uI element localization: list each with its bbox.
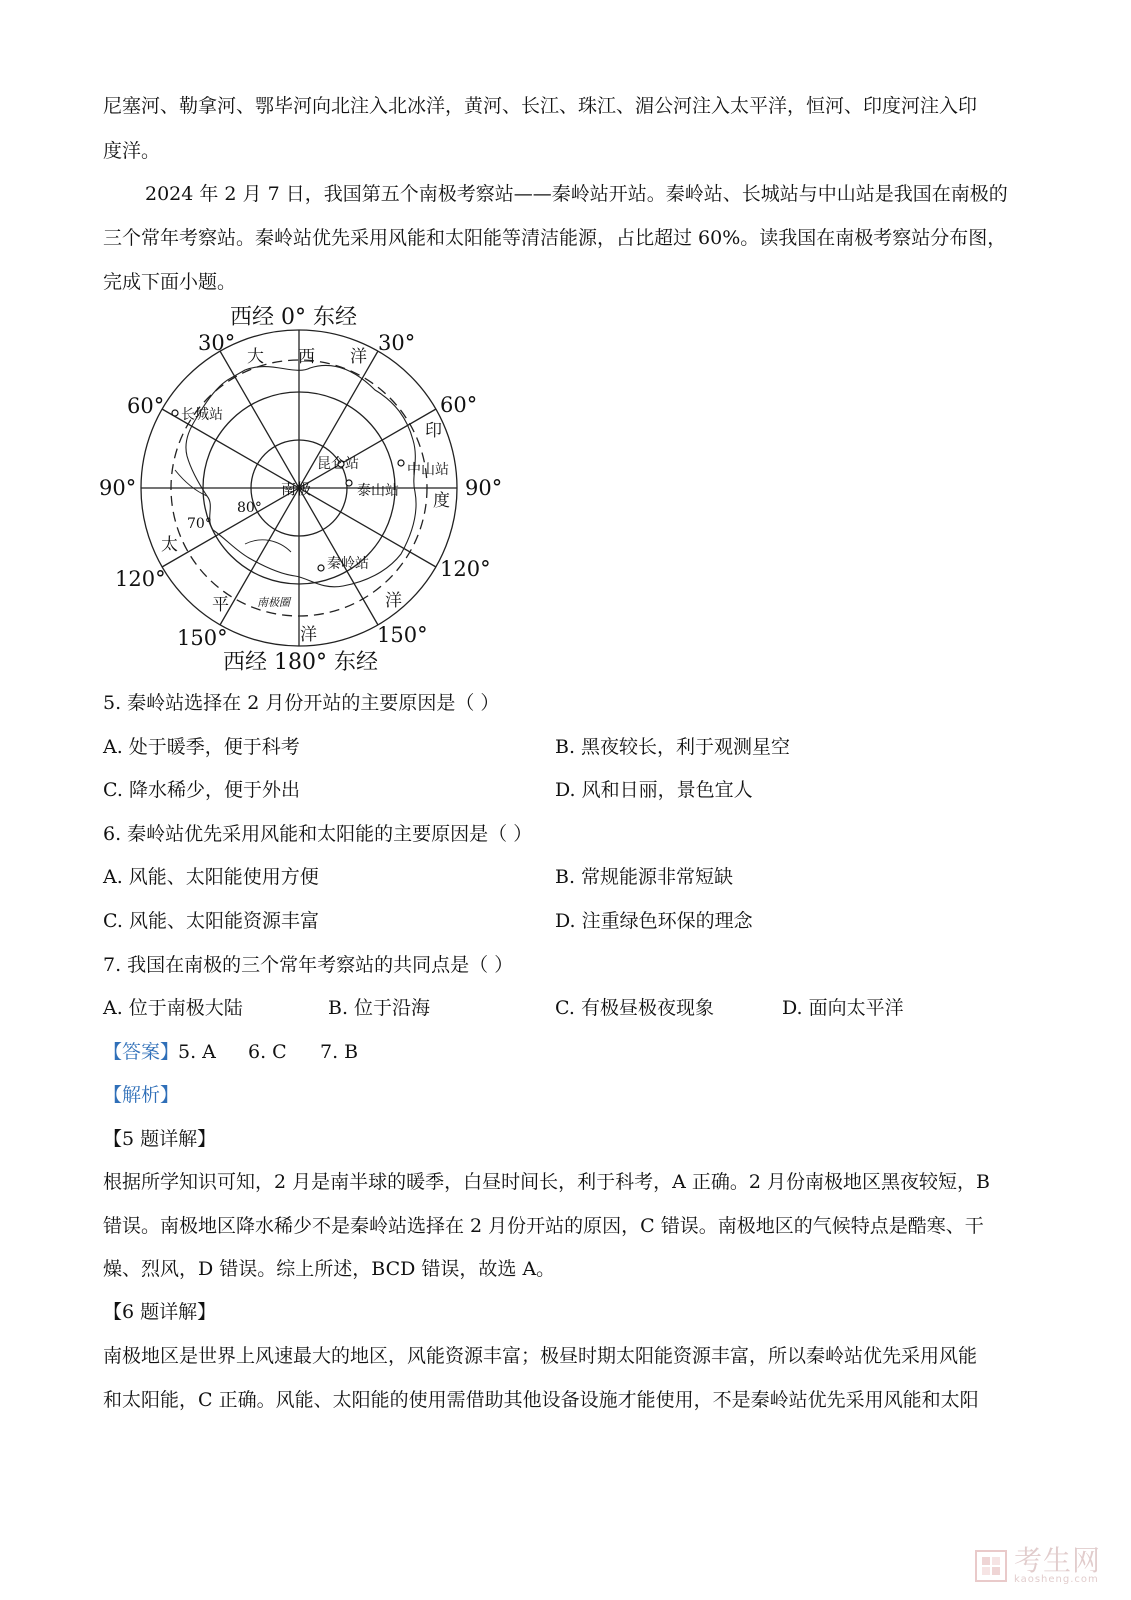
paragraph-line: 度洋。 xyxy=(103,140,161,162)
station-zhongshan: 中山站 xyxy=(407,462,449,478)
zhongshan-marker xyxy=(398,460,404,466)
map-bottom-title: 西经 180° 东经 xyxy=(223,650,378,675)
intro-line: 完成下面小题。 xyxy=(103,271,237,293)
map-top-title: 西经 0° 东经 xyxy=(230,305,357,330)
answer-7: 7. B xyxy=(320,1041,359,1063)
q6-option-d: D. 注重绿色环保的理念 xyxy=(555,910,753,932)
q5-detail-heading: 【5 题详解】 xyxy=(103,1128,217,1150)
watermark-text xyxy=(1013,1544,1101,1585)
south-pole-label: 南极 xyxy=(281,480,312,498)
q7-option-c: C. 有极昼极夜现象 xyxy=(555,997,714,1019)
kaosheng-logo-icon xyxy=(974,1549,1008,1583)
q5-option-d: D. 风和日丽，景色宜人 xyxy=(555,779,753,801)
q5-detail-line: 燥、烈风，D 错误。综上所述，BCD 错误，故选 A。 xyxy=(103,1258,556,1280)
q6-detail-heading: 【6 题详解】 xyxy=(103,1301,217,1323)
watermark xyxy=(974,1546,1101,1586)
station-changcheng: 长城站 xyxy=(181,407,223,423)
question-5-stem: 5. 秦岭站选择在 2 月份开站的主要原因是（ ） xyxy=(103,692,500,714)
label-w90: 90° xyxy=(99,476,137,500)
label-e60: 60° xyxy=(440,393,478,417)
lat-70-label: 70° xyxy=(187,516,212,532)
qinling-marker xyxy=(318,565,324,571)
q6-detail-line: 和太阳能，C 正确。风能、太阳能的使用需借助其他设备设施才能使用，不是秦岭站优先采用风能和太阳 xyxy=(103,1389,979,1411)
q7-option-d: D. 面向太平洋 xyxy=(782,997,904,1019)
antarctica-outline xyxy=(186,365,416,586)
answer-5: 5. A xyxy=(178,1041,216,1063)
antarctic-circle-label: 南极圈 xyxy=(257,596,290,609)
q6-detail-line: 南极地区是世界上风速最大的地区，风能资源丰富；极昼时期太阳能资源丰富，所以秦岭站优先采用风能 xyxy=(103,1345,978,1367)
ocean-pacific-3: 洋 xyxy=(300,625,317,645)
label-w30: 30° xyxy=(198,331,236,355)
ocean-pacific-4: 洋 xyxy=(385,591,402,611)
label-w150: 150° xyxy=(177,626,228,650)
q7-option-b: B. 位于沿海 xyxy=(328,997,431,1019)
label-e150: 150° xyxy=(377,623,428,647)
ocean-pacific-2: 平 xyxy=(212,595,229,615)
q6-option-a: A. 风能、太阳能使用方便 xyxy=(103,866,319,888)
intro-line: 三个常年考察站。秦岭站优先采用风能和太阳能等清洁能源，占比超过 60%。读我国在南极考察站分布图， xyxy=(103,227,1007,249)
ocean-atlantic-1: 大 xyxy=(247,347,264,367)
analysis-label: 【解析】 xyxy=(103,1084,180,1106)
label-e120: 120° xyxy=(440,557,491,581)
station-qinling: 秦岭站 xyxy=(327,556,369,572)
label-e90: 90° xyxy=(465,476,503,500)
q6-option-c: C. 风能、太阳能资源丰富 xyxy=(103,910,319,932)
q5-option-a: A. 处于暖季，便于科考 xyxy=(103,736,300,758)
ocean-atlantic-2: 西 xyxy=(298,347,315,367)
intro-line: 2024 年 2 月 7 日，我国第五个南极考察站——秦岭站开站。秦岭站、长城站与中山站是我国在南极的 xyxy=(145,183,1008,205)
ocean-atlantic-3: 洋 xyxy=(350,347,367,367)
station-kunlun: 昆仑站 xyxy=(317,456,359,472)
label-w120: 120° xyxy=(115,567,166,591)
q5-detail-line: 错误。南极地区降水稀少不是秦岭站选择在 2 月份开站的原因，C 错误。南极地区的气候特点是酷寒、干 xyxy=(103,1215,984,1237)
question-6-stem: 6. 秦岭站优先采用风能和太阳能的主要原因是（ ） xyxy=(103,823,533,845)
watermark-url: kaosheng.com xyxy=(1013,1574,1099,1585)
lat-80-label: 80° xyxy=(237,500,262,516)
ocean-pacific-1: 太 xyxy=(161,535,178,555)
ocean-indian-2: 度 xyxy=(433,491,450,511)
q5-option-c: C. 降水稀少，便于外出 xyxy=(103,779,300,801)
q5-option-b: B. 黑夜较长，利于观测星空 xyxy=(555,736,791,758)
question-7-stem: 7. 我国在南极的三个常年考察站的共同点是（ ） xyxy=(103,954,514,976)
answer-label: 【答案】 xyxy=(103,1041,180,1063)
watermark-cn: 考生网 xyxy=(1013,1544,1101,1577)
station-taishan: 泰山站 xyxy=(357,483,399,499)
ocean-indian-1: 印 xyxy=(425,421,442,441)
q7-option-a: A. 位于南极大陆 xyxy=(103,997,243,1019)
answer-6: 6. C xyxy=(248,1041,287,1063)
changcheng-marker xyxy=(172,410,178,416)
label-e30: 30° xyxy=(378,331,416,355)
map-svg xyxy=(95,300,515,690)
peninsula-outline xyxy=(175,470,207,496)
antarctic-station-map xyxy=(95,300,515,690)
q5-detail-line: 根据所学知识可知，2 月是南半球的暖季，白昼时间长，利于科考，A 正确。2 月份南极地区黑夜较短，B xyxy=(103,1171,990,1193)
paragraph-line: 尼塞河、勒拿河、鄂毕河向北注入北冰洋，黄河、长江、珠江、湄公河注入太平洋，恒河、印度河注入印 xyxy=(103,95,978,117)
label-w60: 60° xyxy=(127,394,165,418)
q6-option-b: B. 常规能源非常短缺 xyxy=(555,866,734,888)
taishan-marker xyxy=(346,480,352,486)
